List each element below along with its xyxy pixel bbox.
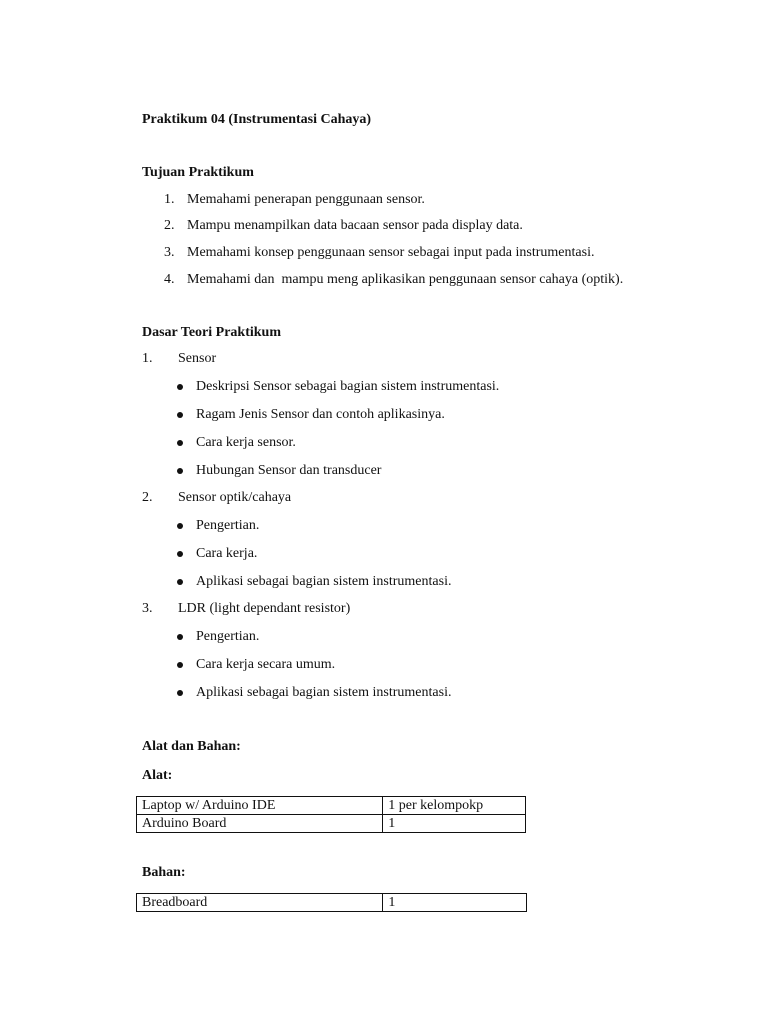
section-number: 2. [142, 490, 153, 505]
bahan-table [136, 893, 527, 912]
section-title: LDR (light dependant resistor) [178, 601, 351, 616]
tujuan-item-num: 3. [164, 245, 175, 260]
table-cell: 1 per kelompokp [383, 797, 526, 815]
table-row [137, 894, 527, 912]
table-cell: 1 [383, 815, 526, 833]
section-number: 1. [142, 351, 153, 366]
alat-bahan-heading: Alat dan Bahan: [142, 739, 241, 754]
bullet-text: Pengertian. [196, 518, 260, 533]
alat-table [136, 796, 526, 833]
bahan-label: Bahan: [142, 865, 186, 880]
dasar-teori-heading: Dasar Teori Praktikum [142, 325, 281, 340]
table-cell: Arduino Board [137, 815, 383, 833]
bullet-dot [177, 690, 183, 696]
bullet-dot [177, 412, 183, 418]
bullet-text: Cara kerja. [196, 546, 258, 561]
section-title: Sensor optik/cahaya [178, 490, 292, 505]
bullet-dot [177, 579, 183, 585]
tujuan-item-num: 2. [164, 218, 175, 233]
table-cell: 1 [383, 894, 527, 912]
tujuan-item-num: 1. [164, 192, 175, 207]
bullet-dot [177, 440, 183, 446]
bullet-text: Hubungan Sensor dan transducer [196, 463, 382, 478]
tujuan-item-text: Mampu menampilkan data bacaan sensor pada display data. [187, 218, 523, 233]
bullet-text: Pengertian. [196, 629, 260, 644]
page-title: Praktikum 04 (Instrumentasi Cahaya) [142, 112, 372, 127]
tujuan-item-text: Memahami penerapan penggunaan sensor. [187, 192, 425, 207]
section-title: Sensor [178, 351, 217, 366]
section-number: 3. [142, 601, 153, 616]
tujuan-heading: Tujuan Praktikum [142, 165, 254, 180]
table-cell: Breadboard [137, 894, 383, 912]
table-cell: Laptop w/ Arduino IDE [137, 797, 383, 815]
bullet-text: Ragam Jenis Sensor dan contoh aplikasinya. [196, 407, 445, 422]
table-row [137, 797, 526, 815]
bullet-text: Deskripsi Sensor sebagai bagian sistem instrumentasi. [196, 379, 500, 394]
bullet-dot [177, 523, 183, 529]
bullet-dot [177, 384, 183, 390]
bullet-text: Cara kerja secara umum. [196, 657, 336, 672]
bullet-text: Cara kerja sensor. [196, 435, 296, 450]
bullet-dot [177, 468, 183, 474]
table-row [137, 815, 526, 833]
bullet-dot [177, 634, 183, 640]
tujuan-item-text: Memahami konsep penggunaan sensor sebagai input pada instrumentasi. [187, 245, 595, 260]
tujuan-item-num: 4. [164, 272, 175, 287]
bullet-text: Aplikasi sebagai bagian sistem instrumentasi. [196, 685, 452, 700]
tujuan-item-text: Memahami dan mampu meng aplikasikan penggunaan sensor cahaya (optik). [187, 272, 624, 287]
bullet-text: Aplikasi sebagai bagian sistem instrumentasi. [196, 574, 452, 589]
alat-label: Alat: [142, 768, 173, 783]
bullet-dot [177, 662, 183, 668]
bullet-dot [177, 551, 183, 557]
